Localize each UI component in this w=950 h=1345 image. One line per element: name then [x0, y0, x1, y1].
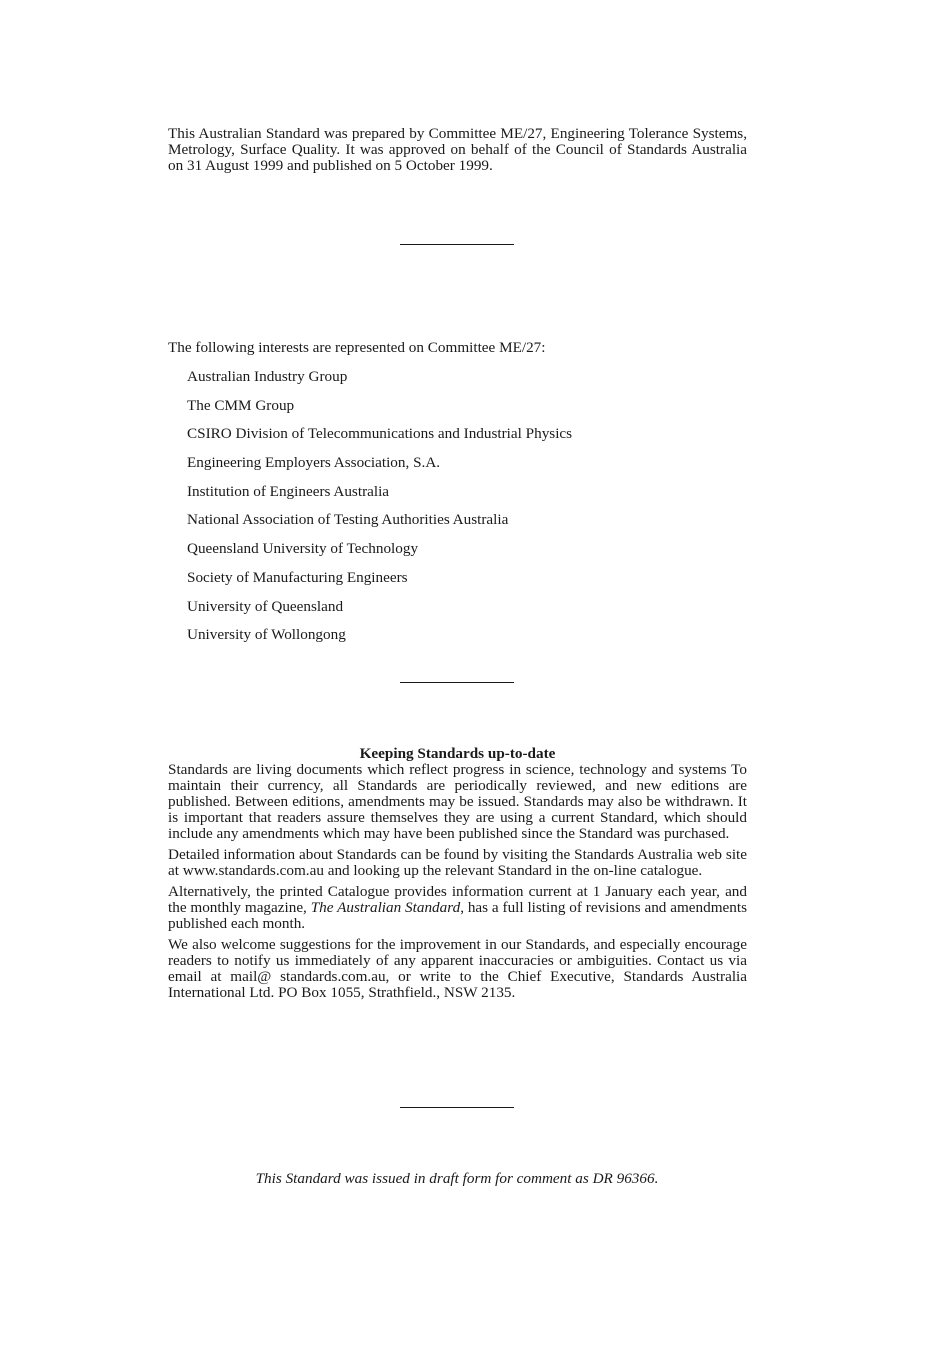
paragraph: We also welcome suggestions for the improvement in our Standards, and especially encourage readers to notify us immediately of any apparent inaccuracies or ambiguities. Contact us via email at mail@ standards.com.au, or write to the Chief Executive, Standards Australia International Ltd. PO Box 1055, Strathfield., NSW 2135.: [168, 936, 747, 1001]
interest-item: Society of Manufacturing Engineers: [187, 568, 408, 586]
divider-rule: [400, 244, 514, 245]
paragraph: [168, 884, 747, 932]
divider-rule: [400, 1107, 514, 1108]
interest-item: Engineering Employers Association, S.A.: [187, 454, 441, 472]
interest-item: University of Queensland: [187, 597, 344, 615]
keeping-standards-section: [168, 746, 747, 1001]
paragraph-text: , has a full listing of revisions and amendments published each month.: [168, 899, 747, 932]
interest-item: University of Wollongong: [187, 626, 346, 644]
interest-item: Institution of Engineers Australia: [187, 482, 390, 500]
interest-item: Australian Industry Group: [187, 368, 348, 385]
interest-item: CSIRO Division of Telecommunications and Industrial Physics: [187, 425, 573, 443]
section-heading: Keeping Standards up-to-date: [359, 745, 556, 762]
paragraph: Detailed information about Standards can be found by visiting the Standards Australia web site at www.standards.com.au and looking up the relevant Standard in the on-line catalogue.: [168, 846, 747, 879]
publication-title: The Australian Standard: [310, 899, 461, 916]
interest-item: National Association of Testing Authorities Australia: [187, 511, 509, 529]
interest-item: The CMM Group: [187, 396, 295, 414]
paragraph: Standards are living documents which reflect progress in science, technology and systems To maintain their currency, all Standards are periodically reviewed, and new editions are published. Between editions, amendments may be issued. Standards may also be withdrawn. It is important that readers assure themselves they are using a current Standard, which should include any amendments which may have been published since the Standard was purchased.: [168, 761, 747, 842]
divider-rule: [400, 682, 514, 683]
interests-intro: The following interests are represented on Committee ME/27:: [168, 339, 546, 356]
draft-note: This Standard was issued in draft form for comment as DR 96366.: [255, 1170, 659, 1187]
approval-paragraph: This Australian Standard was prepared by Committee ME/27, Engineering Tolerance Systems, Metrology, Surface Quality. It was approved on behalf of the Council of Standards Australia on 31 August 1999 and published on 5 October 1999.: [168, 125, 747, 174]
interests-list: [187, 369, 572, 656]
paragraph-text: Alternatively, the printed Catalogue provides information current at 1 January each year, and the monthly magazine,: [168, 883, 747, 916]
interest-item: Queensland University of Technology: [187, 540, 419, 558]
